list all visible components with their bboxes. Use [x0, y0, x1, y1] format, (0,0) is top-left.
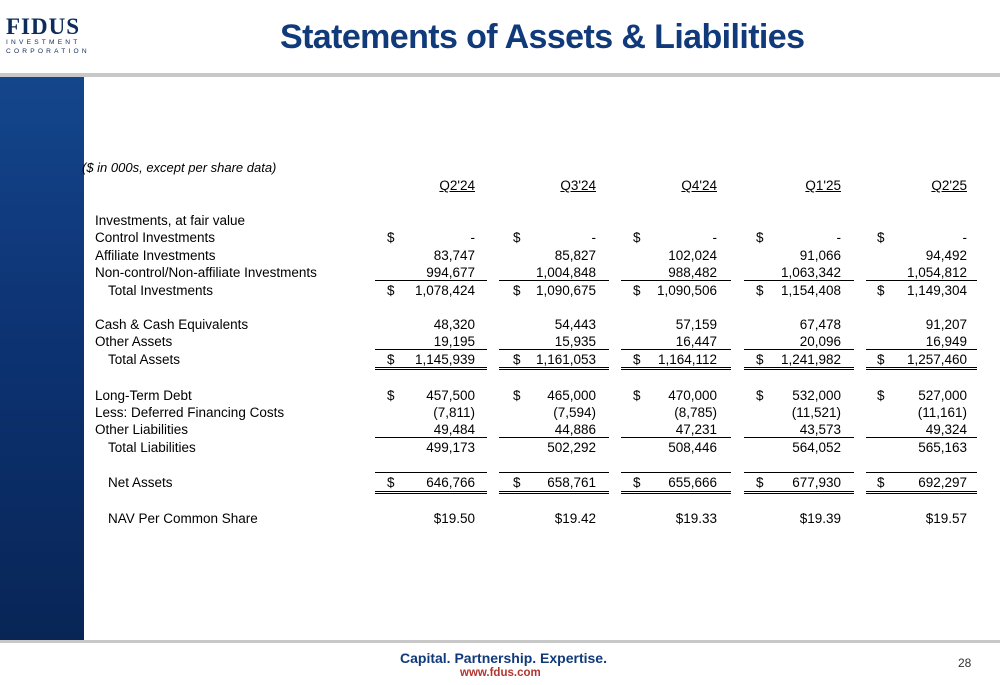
- table-row: [0, 316, 1000, 333]
- row-label: Other Assets: [95, 334, 173, 349]
- cell-value: -: [836, 230, 841, 245]
- cell-value: 1,078,424: [414, 283, 475, 298]
- table-cell: [513, 439, 596, 456]
- cell-value: 658,761: [547, 475, 596, 490]
- table-cell: [387, 333, 475, 350]
- cell-value: 457,500: [426, 388, 475, 403]
- table-cell: [387, 510, 475, 527]
- cell-value: $19.57: [925, 511, 967, 526]
- dollar-sign: $: [513, 475, 521, 490]
- cell-value: 54,443: [554, 317, 596, 332]
- table-cell: [877, 247, 967, 264]
- cell-value: 102,024: [668, 248, 717, 263]
- table-row: [0, 229, 1000, 246]
- cell-value: 692,297: [918, 475, 967, 490]
- table-cell: [877, 421, 967, 438]
- table-cell: [877, 387, 967, 404]
- dollar-sign: $: [633, 475, 641, 490]
- table-row: [0, 510, 1000, 527]
- cell-value: 91,207: [925, 317, 967, 332]
- double-rule: [744, 491, 854, 494]
- table-cell: [877, 404, 967, 421]
- subtotal-rule: [621, 437, 731, 438]
- row-label: Total Investments: [108, 283, 214, 298]
- dollar-sign: $: [756, 352, 764, 367]
- cell-value: 499,173: [426, 440, 475, 455]
- table-cell: [877, 282, 967, 299]
- dollar-sign: $: [387, 475, 395, 490]
- table-cell: [756, 247, 841, 264]
- cell-value: 15,935: [554, 334, 596, 349]
- cell-value: 1,257,460: [906, 352, 967, 367]
- cell-value: 502,292: [547, 440, 596, 455]
- double-rule: [621, 491, 731, 494]
- table-cell: [877, 439, 967, 456]
- table-cell: [387, 247, 475, 264]
- table-cell: [756, 229, 841, 246]
- table-cell: [633, 212, 717, 229]
- dollar-sign: $: [877, 388, 885, 403]
- dollar-sign: $: [877, 352, 885, 367]
- cell-value: 1,149,304: [906, 283, 967, 298]
- table-cell: [633, 404, 717, 421]
- cell-value: 1,090,506: [656, 283, 717, 298]
- double-rule: [375, 367, 487, 370]
- table-row: [0, 333, 1000, 350]
- dollar-sign: $: [633, 352, 641, 367]
- table-cell: [756, 439, 841, 456]
- table-cell: [877, 474, 967, 491]
- double-rule: [621, 367, 731, 370]
- cell-value: 1,054,812: [906, 265, 967, 280]
- cell-value: 16,447: [675, 334, 717, 349]
- cell-value: 527,000: [918, 388, 967, 403]
- table-cell: [633, 264, 717, 281]
- table-cell: [756, 510, 841, 527]
- column-header: Q3'24: [560, 178, 596, 193]
- table-cell: [633, 510, 717, 527]
- subtotal-rule: [866, 472, 977, 473]
- cell-value: 1,090,675: [535, 283, 596, 298]
- table-cell: [756, 333, 841, 350]
- table-cell: [877, 212, 967, 229]
- table-cell: [387, 229, 475, 246]
- table-cell: [633, 474, 717, 491]
- table-row: [0, 439, 1000, 456]
- cell-value: 83,747: [433, 248, 475, 263]
- cell-value: 1,063,342: [780, 265, 841, 280]
- table-cell: [387, 212, 475, 229]
- cell-value: 508,446: [668, 440, 717, 455]
- table-cell: [756, 264, 841, 281]
- table-cell: [877, 333, 967, 350]
- table-cell: [633, 316, 717, 333]
- cell-value: (11,521): [791, 405, 841, 420]
- double-rule: [744, 367, 854, 370]
- cell-value: $19.42: [554, 511, 596, 526]
- column-header: Q4'24: [681, 178, 717, 193]
- logo-line-corporation: CORPORATION: [6, 48, 90, 55]
- cell-value: 94,492: [925, 248, 967, 263]
- cell-value: $19.33: [675, 511, 717, 526]
- row-label: Control Investments: [95, 230, 216, 245]
- cell-value: -: [591, 230, 596, 245]
- table-cell: [513, 229, 596, 246]
- column-header: Q1'25: [805, 178, 841, 193]
- subtotal-rule: [499, 437, 609, 438]
- table-row: [0, 474, 1000, 491]
- table-row: [0, 404, 1000, 421]
- cell-value: 85,827: [554, 248, 596, 263]
- cell-value: 1,161,053: [535, 352, 596, 367]
- table-cell: [633, 351, 717, 368]
- table-cell: [877, 229, 967, 246]
- table-cell: [756, 421, 841, 438]
- double-rule: [375, 491, 487, 494]
- logo-line-investment: INVESTMENT: [6, 39, 81, 46]
- table-row: [0, 212, 1000, 229]
- cell-value: 988,482: [668, 265, 717, 280]
- cell-value: (7,594): [553, 405, 596, 420]
- cell-value: 43,573: [799, 422, 841, 437]
- table-cell: [513, 474, 596, 491]
- cell-value: 470,000: [668, 388, 717, 403]
- table-cell: [513, 247, 596, 264]
- subtotal-rule: [621, 349, 731, 350]
- table-cell: [633, 421, 717, 438]
- table-row: [0, 282, 1000, 299]
- table-cell: [387, 316, 475, 333]
- table-cell: [513, 333, 596, 350]
- table-cell: [387, 474, 475, 491]
- row-label: Cash & Cash Equivalents: [95, 317, 249, 332]
- dollar-sign: $: [387, 283, 395, 298]
- table-cell: [387, 404, 475, 421]
- row-label: NAV Per Common Share: [108, 511, 258, 526]
- cell-value: 994,677: [426, 265, 475, 280]
- table-cell: [387, 351, 475, 368]
- footer-url-link[interactable]: www.fdus.com: [460, 667, 541, 679]
- cell-value: 57,159: [675, 317, 717, 332]
- row-label: Long-Term Debt: [95, 388, 192, 403]
- subtotal-rule: [621, 472, 731, 473]
- table-row: [0, 387, 1000, 404]
- subtotal-rule: [499, 280, 609, 281]
- table-cell: [513, 387, 596, 404]
- footer-divider: [0, 640, 1000, 643]
- cell-value: 44,886: [554, 422, 596, 437]
- dollar-sign: $: [756, 388, 764, 403]
- table-cell: [633, 333, 717, 350]
- dollar-sign: $: [387, 388, 395, 403]
- row-label: Other Liabilities: [95, 422, 189, 437]
- table-cell: [877, 510, 967, 527]
- table-cell: [513, 316, 596, 333]
- header-divider: [0, 73, 1000, 77]
- table-cell: [633, 439, 717, 456]
- page-number: 28: [958, 656, 972, 670]
- table-cell: [387, 264, 475, 281]
- dollar-sign: $: [513, 352, 521, 367]
- dollar-sign: $: [513, 283, 521, 298]
- table-cell: [633, 247, 717, 264]
- cell-value: 1,164,112: [657, 352, 717, 367]
- cell-value: $19.50: [433, 511, 475, 526]
- cell-value: 20,096: [799, 334, 841, 349]
- subtotal-rule: [744, 280, 854, 281]
- units-note: ($ in 000s, except per share data): [82, 160, 277, 175]
- cell-value: 91,066: [799, 248, 841, 263]
- cell-value: 564,052: [792, 440, 841, 455]
- row-label: Investments, at fair value: [95, 213, 246, 228]
- dollar-sign: $: [756, 475, 764, 490]
- subtotal-rule: [866, 437, 977, 438]
- table-cell: [877, 264, 967, 281]
- fidus-logo: [6, 14, 90, 56]
- cell-value: $19.39: [799, 511, 841, 526]
- subtotal-rule: [866, 349, 977, 350]
- table-cell: [633, 229, 717, 246]
- table-cell: [513, 421, 596, 438]
- double-rule: [499, 491, 609, 494]
- table-row: [0, 264, 1000, 281]
- subtotal-rule: [499, 349, 609, 350]
- table-cell: [756, 387, 841, 404]
- dollar-sign: $: [513, 230, 521, 245]
- table-cell: [513, 282, 596, 299]
- subtotal-rule: [375, 472, 487, 473]
- column-header: Q2'25: [931, 178, 967, 193]
- cell-value: (8,785): [674, 405, 717, 420]
- table-row: [0, 421, 1000, 438]
- cell-value: 677,930: [792, 475, 841, 490]
- table-cell: [756, 316, 841, 333]
- table-cell: [513, 212, 596, 229]
- table-cell: [387, 421, 475, 438]
- cell-value: 1,154,408: [780, 283, 841, 298]
- dollar-sign: $: [633, 388, 641, 403]
- table-cell: [513, 404, 596, 421]
- table-cell: [756, 212, 841, 229]
- cell-value: -: [712, 230, 717, 245]
- subtotal-rule: [744, 472, 854, 473]
- cell-value: 19,195: [433, 334, 475, 349]
- double-rule: [499, 367, 609, 370]
- table-cell: [877, 351, 967, 368]
- footer-tagline: Capital. Partnership. Expertise.: [400, 650, 607, 666]
- subtotal-rule: [375, 437, 487, 438]
- table-cell: [387, 282, 475, 299]
- page-title: Statements of Assets & Liabilities: [280, 18, 805, 56]
- dollar-sign: $: [877, 475, 885, 490]
- table-cell: [387, 439, 475, 456]
- dollar-sign: $: [387, 230, 395, 245]
- cell-value: 47,231: [675, 422, 717, 437]
- cell-value: 1,241,982: [780, 352, 841, 367]
- table-cell: [756, 351, 841, 368]
- table-cell: [756, 404, 841, 421]
- row-label: Net Assets: [108, 475, 173, 490]
- cell-value: -: [470, 230, 475, 245]
- cell-value: 532,000: [792, 388, 841, 403]
- cell-value: 16,949: [925, 334, 967, 349]
- table-cell: [633, 387, 717, 404]
- dollar-sign: $: [387, 352, 395, 367]
- cell-value: 67,478: [799, 317, 841, 332]
- subtotal-rule: [744, 437, 854, 438]
- logo-wordmark: FIDUS: [6, 14, 81, 39]
- dollar-sign: $: [633, 283, 641, 298]
- cell-value: 48,320: [433, 317, 475, 332]
- table-row: [0, 247, 1000, 264]
- dollar-sign: $: [877, 230, 885, 245]
- double-rule: [866, 491, 977, 494]
- dollar-sign: $: [877, 283, 885, 298]
- cell-value: 1,004,848: [535, 265, 596, 280]
- dollar-sign: $: [633, 230, 641, 245]
- column-header-row: [0, 177, 1000, 194]
- dollar-sign: $: [756, 230, 764, 245]
- row-label: Total Liabilities: [108, 440, 196, 455]
- table-cell: [756, 474, 841, 491]
- row-label: Affiliate Investments: [95, 248, 216, 263]
- cell-value: 1,145,939: [414, 352, 475, 367]
- dollar-sign: $: [756, 283, 764, 298]
- subtotal-rule: [375, 349, 487, 350]
- subtotal-rule: [375, 280, 487, 281]
- cell-value: (11,161): [917, 405, 967, 420]
- table-cell: [513, 264, 596, 281]
- cell-value: (7,811): [433, 405, 475, 420]
- subtotal-rule: [499, 472, 609, 473]
- table-row: [0, 351, 1000, 368]
- table-cell: [387, 387, 475, 404]
- table-cell: [877, 316, 967, 333]
- table-cell: [756, 282, 841, 299]
- cell-value: 565,163: [918, 440, 967, 455]
- dollar-sign: $: [513, 388, 521, 403]
- cell-value: 49,484: [433, 422, 475, 437]
- row-label: Less: Deferred Financing Costs: [95, 405, 285, 420]
- table-cell: [633, 282, 717, 299]
- cell-value: 646,766: [426, 475, 475, 490]
- subtotal-rule: [621, 280, 731, 281]
- column-header: Q2'24: [439, 178, 475, 193]
- subtotal-rule: [744, 349, 854, 350]
- table-cell: [513, 510, 596, 527]
- table-cell: [513, 351, 596, 368]
- double-rule: [866, 367, 977, 370]
- cell-value: 655,666: [668, 475, 717, 490]
- cell-value: 49,324: [925, 422, 967, 437]
- row-label: Total Assets: [108, 352, 181, 367]
- subtotal-rule: [866, 280, 977, 281]
- cell-value: -: [962, 230, 967, 245]
- row-label: Non-control/Non-affiliate Investments: [95, 265, 317, 280]
- cell-value: 465,000: [547, 388, 596, 403]
